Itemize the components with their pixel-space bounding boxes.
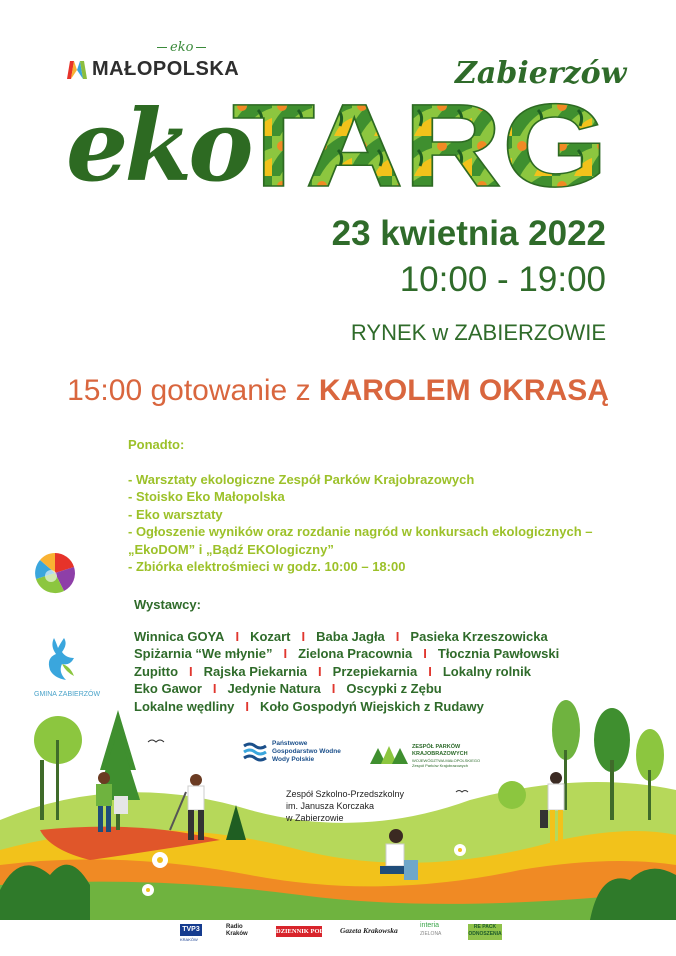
school-line: w Zabierzowie (286, 813, 344, 823)
malopolska-logo (66, 40, 240, 84)
interia-zielona-logo (420, 922, 441, 938)
zpk-line: KRAJOBRAZOWYCH (412, 751, 468, 757)
separator: I (331, 681, 336, 697)
extras-heading: Ponadto: (128, 437, 185, 452)
extras-item: - Zbiórka elektrośmieci w godz. 10:00 – 18:00 (128, 559, 406, 574)
exhibitor: Lokalne wędliny (134, 698, 235, 714)
school-line: Zespół Szkolno-Przedszkolny (286, 789, 405, 799)
exhibitor: Jedynie Natura (227, 681, 321, 697)
event-place: RYNEK w ZABIERZOWIE (350, 320, 606, 345)
pgw-line: Wody Polskie (272, 756, 315, 763)
tvp3-logo: TVP3 (180, 924, 202, 936)
exhibitor: Spiżarnia “We młynie” (134, 646, 273, 662)
zpk-text (412, 744, 480, 768)
pie-chart-logo-icon (34, 552, 76, 594)
separator: I (301, 628, 306, 644)
exhibitor-row (134, 680, 654, 698)
extras-list (128, 471, 658, 576)
water-waves-icon (242, 740, 268, 764)
malopolska-m-icon (66, 58, 88, 80)
targ-title-graphic (232, 96, 608, 192)
exhibitor: Oscypki z Zębu (346, 681, 442, 697)
exhibitor: Pasieka Krzeszowicka (410, 628, 548, 644)
separator: I (428, 663, 432, 679)
exhibitor: Baba Jagła (316, 628, 385, 644)
exhibitor: Kozart (250, 628, 291, 644)
separator: I (423, 646, 427, 662)
separator: I (212, 681, 217, 697)
pgw-line: Państwowe (272, 740, 308, 747)
separator: I (189, 663, 193, 679)
event-time: 10:00 - 19:00 (399, 260, 606, 299)
mountains-icon (370, 744, 408, 764)
exhibitors-heading: Wystawcy: (134, 597, 201, 612)
extras-item: - Warsztaty ekologiczne Zespół Parków Krajobrazowych (128, 471, 475, 487)
exhibitor: Eko Gawor (134, 681, 202, 697)
interia-sub: ZIELONA (420, 931, 442, 937)
extras-item: - Stoisko Eko Małopolska (128, 489, 285, 504)
gazeta-krakowska-logo: Gazeta Krakowska (340, 926, 398, 935)
exhibitor: Zupitto (134, 663, 179, 679)
zpk-line: WOJEWÓDZTWA MAŁOPOLSKIEGO (412, 758, 481, 763)
interia-label: interia (420, 922, 440, 929)
town-title: Zabierzów (455, 56, 627, 91)
school-label (286, 788, 404, 824)
dziennik-polski-logo: DZIENNIK POLSKI (276, 928, 336, 935)
school-line: im. Janusza Korczaka (286, 801, 375, 811)
separator: I (318, 663, 322, 679)
wody-polskie-text (272, 740, 341, 764)
exhibitor-row (134, 628, 654, 646)
exhibitor: Zielona Pracownia (298, 646, 413, 662)
cooking-prefix: 15:00 gotowanie z (67, 374, 319, 407)
eko-title: eko (66, 89, 250, 204)
radio-krakow-logo: Radio Kraków (226, 924, 248, 937)
zpk-line: Zespół Parków Krajobrazowych (412, 763, 469, 768)
exhibitor: Tłocznia Pawłowski (437, 646, 560, 662)
cooking-announcement (40, 374, 636, 408)
exhibitor: Koło Gospodyń Wiejskich z Rudawy (260, 698, 484, 714)
zpk-line: ZESPÓŁ PARKÓW (412, 744, 461, 750)
logo-malopolska-text: MAŁOPOLSKA (92, 58, 240, 80)
pgw-line: Gospodarstwo Wodne (272, 748, 341, 755)
gmina-emblem-icon (40, 636, 80, 682)
separator: I (395, 628, 400, 644)
repack-logo: RE PACK ODNOSZENIA (468, 924, 502, 940)
bird-icon (456, 791, 468, 793)
extras-item: - Eko warsztaty (128, 506, 223, 522)
exhibitors-section (134, 596, 654, 716)
separator: I (283, 646, 288, 662)
tvp3-sub: KRAKÓW (180, 937, 198, 942)
logo-eko-script: eko (154, 40, 209, 55)
extras-item: - Ogłoszenie wyników oraz rozdanie nagród w konkursach ekologicznych – (128, 524, 593, 539)
exhibitor: Rajska Piekarnia (203, 663, 308, 679)
wody-polskie-logo (242, 738, 362, 768)
event-date: 23 kwietnia 2022 (331, 214, 606, 253)
separator: I (245, 698, 250, 714)
exhibitor: Lokalny rolnik (442, 663, 531, 679)
extras-section (128, 436, 658, 576)
gmina-label: GMINA ZABIERZÓW (34, 691, 101, 698)
separator: I (235, 628, 240, 644)
exhibitor: Przepiekarnia (332, 663, 418, 679)
bush (0, 865, 90, 920)
extras-item: „EkoDOM” i „Bądź EKOlogiczny” (128, 541, 334, 557)
cooking-chef-name: KAROLEM OKRASĄ (318, 374, 609, 407)
exhibitor: Winnica GOYA (134, 628, 225, 644)
gmina-zabierzow-logo (34, 636, 101, 698)
exhibitor-row (134, 645, 654, 663)
sponsors-strip (0, 920, 676, 956)
exhibitor-row (134, 663, 654, 681)
zpk-logo (370, 742, 500, 768)
bush (498, 781, 526, 809)
bird-icon (148, 740, 164, 742)
targ-text: TARG (232, 96, 608, 192)
